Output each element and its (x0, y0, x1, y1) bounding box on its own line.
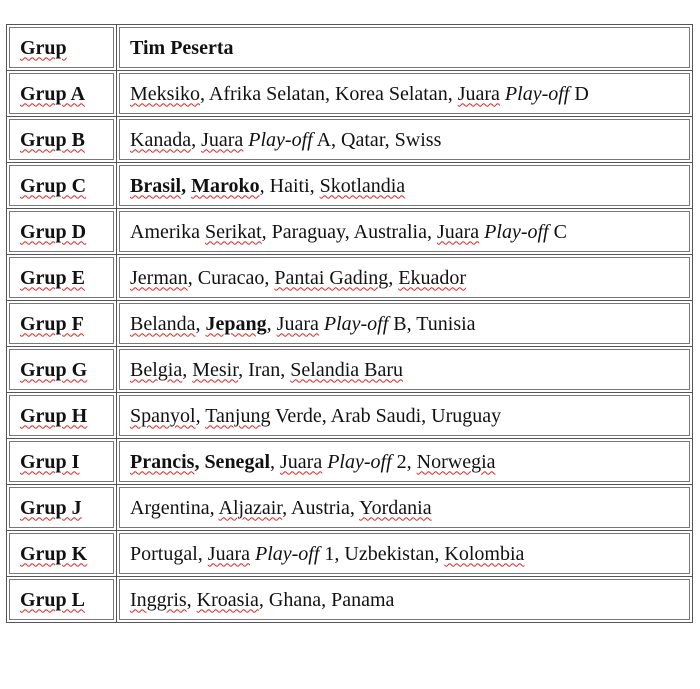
team-text: Kroasia (196, 588, 259, 611)
team-text: , (181, 174, 192, 197)
group-label: Grup I (20, 450, 80, 473)
team-text: Pantai Gading (274, 266, 389, 289)
team-text: Amerika (130, 220, 205, 243)
team-text: Ekuador (398, 266, 467, 289)
table-row (7, 71, 693, 117)
team-text: A, Qatar, (312, 128, 395, 151)
team-text: Juara (436, 220, 480, 243)
group-label: Grup B (20, 128, 86, 151)
team-text: , (270, 450, 280, 473)
teams-cell (117, 255, 693, 301)
team-text: , (182, 358, 193, 381)
teams-cell (117, 393, 693, 439)
table-row (7, 163, 693, 209)
team-text: Senegal (204, 450, 270, 473)
team-text: B, Tunisia (388, 312, 476, 335)
header-teams-label: Tim Peserta (130, 36, 234, 59)
team-text: , (324, 82, 335, 105)
table-row (7, 209, 693, 255)
group-cell (7, 347, 117, 393)
table-row (7, 347, 693, 393)
team-text: Aljazair (218, 496, 283, 519)
team-text: Portugal, (130, 542, 208, 565)
group-label: Grup D (20, 220, 87, 243)
teams-cell (117, 577, 693, 623)
team-text: Maroko (191, 174, 260, 197)
team-text: Kolombia (444, 542, 525, 565)
team-text: Yordania (359, 496, 432, 519)
team-text: , (195, 404, 206, 427)
teams-cell (117, 301, 693, 347)
team-text: , (195, 312, 206, 335)
table-row (7, 485, 693, 531)
teams-cell (117, 347, 693, 393)
team-text: , Curacao, (187, 266, 275, 289)
table-body (7, 71, 693, 623)
team-text: , (186, 588, 197, 611)
teams-cell (117, 71, 693, 117)
team-text: Inggris (130, 588, 187, 611)
team-text: Mesir (192, 358, 239, 381)
team-text: , (447, 82, 458, 105)
team-text: Jerman (130, 266, 188, 289)
group-cell (7, 255, 117, 301)
group-cell (7, 117, 117, 163)
team-text: Juara (276, 312, 319, 335)
team-text: Prancis (130, 450, 195, 473)
team-text: , (388, 266, 399, 289)
team-text: Juara (207, 542, 250, 565)
team-text: Verde, Arab Saudi, Uruguay (270, 404, 502, 427)
table-row (7, 439, 693, 485)
table-row (7, 531, 693, 577)
header-group (7, 25, 117, 71)
header-group-label: Grup (20, 36, 67, 59)
team-text: , Haiti, (259, 174, 320, 197)
team-text: Belanda (130, 312, 196, 335)
team-text: , (200, 82, 209, 105)
team-text: , (194, 450, 205, 473)
team-text: Selandia Baru (290, 358, 404, 381)
team-text: Play-off (327, 450, 392, 473)
team-text: , (266, 312, 277, 335)
team-text: Play-off (323, 312, 389, 335)
team-text: Argentina, (130, 496, 219, 519)
group-label: Grup A (20, 82, 86, 105)
group-cell (7, 485, 117, 531)
teams-cell (117, 209, 693, 255)
team-text: Brasil (130, 174, 182, 197)
header-teams (117, 25, 693, 71)
team-text: Belgia (130, 358, 183, 381)
table-row (7, 117, 693, 163)
group-label: Grup F (20, 312, 84, 335)
team-text: Skotlandia (319, 174, 406, 197)
group-cell (7, 439, 117, 485)
team-text: , Paraguay, Australia, (261, 220, 437, 243)
team-text: , (191, 128, 202, 151)
group-cell (7, 71, 117, 117)
group-label: Grup G (20, 358, 88, 381)
team-text: Play-off (254, 542, 320, 565)
team-text: Juara (201, 128, 244, 151)
group-label: Grup C (20, 174, 87, 197)
teams-cell (117, 117, 693, 163)
group-label: Grup H (20, 404, 88, 427)
group-cell (7, 163, 117, 209)
group-label: Grup L (20, 588, 86, 611)
teams-cell (117, 163, 693, 209)
team-text: Norwegia (416, 450, 496, 473)
group-cell (7, 393, 117, 439)
group-label: Grup E (20, 266, 86, 289)
table-header-row (7, 25, 693, 71)
team-text: Jepang (205, 312, 267, 335)
team-text: Play-off (484, 220, 549, 243)
team-text: Play-off (504, 82, 570, 105)
team-text: Kanada (130, 128, 192, 151)
teams-cell (117, 531, 693, 577)
group-cell (7, 301, 117, 347)
team-text: Meksiko (130, 82, 200, 105)
team-text: Tanjung (205, 404, 271, 427)
teams-cell (117, 439, 693, 485)
team-text: 1, Uzbekistan, (319, 542, 445, 565)
team-text: Swiss (394, 128, 442, 151)
group-table (6, 24, 693, 623)
team-text: 2, (391, 450, 417, 473)
teams-cell (117, 485, 693, 531)
table-row (7, 301, 693, 347)
team-text: Serikat (204, 220, 262, 243)
team-text: Juara (280, 450, 323, 473)
group-cell (7, 209, 117, 255)
table-row (7, 255, 693, 301)
team-text: Korea Selatan (334, 82, 448, 105)
table-row (7, 393, 693, 439)
group-cell (7, 531, 117, 577)
table-row (7, 577, 693, 623)
team-text: Juara (457, 82, 500, 105)
group-label: Grup K (20, 542, 88, 565)
team-text: Afrika Selatan (208, 82, 325, 105)
team-text: Play-off (248, 128, 313, 151)
team-text: C (548, 220, 567, 243)
team-text: , Austria, (282, 496, 360, 519)
team-text: Spanyol (130, 404, 196, 427)
group-label: Grup J (20, 496, 82, 519)
team-text: , Ghana, Panama (258, 588, 395, 611)
team-text: , Iran, (238, 358, 291, 381)
team-text: D (569, 82, 589, 105)
group-cell (7, 577, 117, 623)
